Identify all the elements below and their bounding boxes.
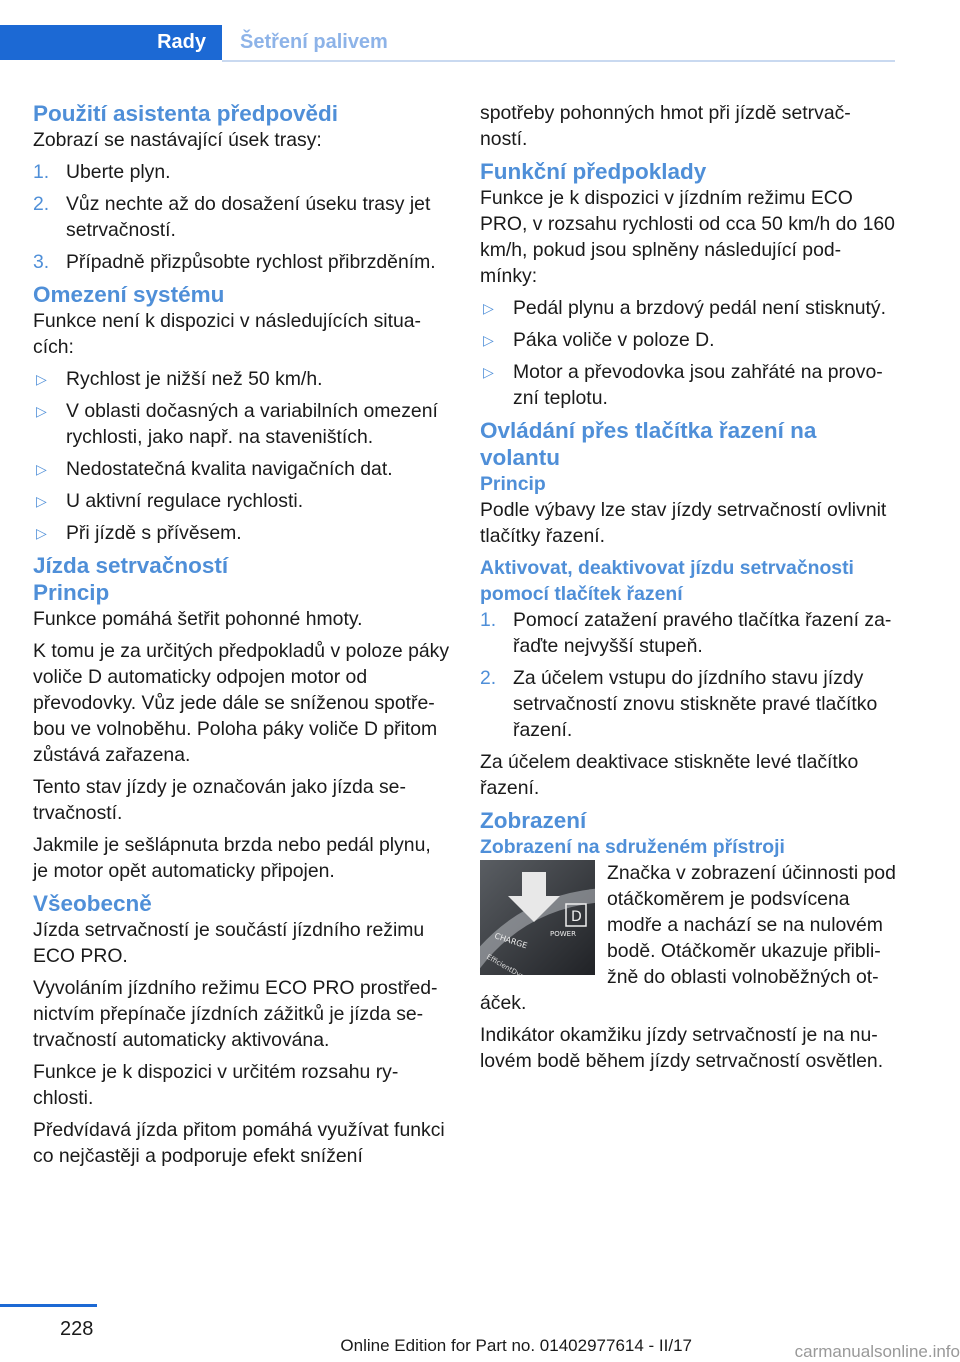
- triangle-right-outline-icon: ▷: [483, 364, 494, 380]
- paragraph: Indikátor okamžiku jízdy setrvačností je na nu‐lovém bodě během jízdy setrvačností osvětlen.: [480, 1024, 884, 1072]
- heading-aktivovat: Aktivovat, deaktivovat jízdu setrvačnosti pomocí tlačítek řazení: [480, 557, 854, 605]
- list-item-text: Případně přizpůsobte rychlost přibrzděním.: [66, 251, 436, 273]
- list-item: [33, 456, 451, 482]
- header-rule: [222, 60, 895, 62]
- list-item-text: Nedostatečná kvalita navigačních dat.: [66, 458, 393, 480]
- triangle-right-outline-icon: ▷: [36, 461, 47, 477]
- page-header: [0, 25, 895, 63]
- heading-jizda-setrvacnosti: Jízda setrvačností: [33, 553, 229, 578]
- list-item-text: U aktivní regulace rychlosti.: [66, 490, 304, 512]
- step-number: 2.: [480, 667, 497, 689]
- list-item: [480, 607, 898, 659]
- triangle-right-outline-icon: ▷: [36, 493, 47, 509]
- paragraph: Funkce je k dispozici v jízdním režimu ECO PRO, v rozsahu rychlosti od cca 50 km/h do 160 km/h, pokud jsou splněny následující pod‐mínky:: [480, 187, 895, 287]
- triangle-right-outline-icon: ▷: [36, 403, 47, 419]
- paragraph: Zobrazí se nastávající úsek trasy:: [33, 129, 322, 151]
- list-item: [480, 327, 898, 353]
- instrument-cluster-figure: [480, 860, 595, 975]
- limits-list: [33, 366, 451, 546]
- tab-section-title[interactable]: Šetření palivem: [240, 31, 388, 53]
- heading-ovladani-tlacitka: Ovládání přes tlačítka řazení na volantu: [480, 418, 817, 470]
- paragraph: Jízda setrvačností je součástí jízdního režimu ECO PRO.: [33, 919, 425, 967]
- step-number: 1.: [33, 161, 50, 183]
- paragraph: Vyvoláním jízdního režimu ECO PRO prostřed‐nictvím přepínače jízdních zážitků je jízda se‐trvačností automaticky aktivována.: [33, 977, 438, 1051]
- left-column: [33, 100, 451, 1175]
- triangle-right-outline-icon: ▷: [483, 300, 494, 316]
- list-item: [33, 366, 451, 392]
- svg-text:D: D: [571, 909, 582, 925]
- steps-list: [33, 159, 451, 275]
- list-item: [33, 249, 451, 275]
- svg-text:POWER: POWER: [550, 930, 576, 938]
- page-number: 228: [60, 1318, 94, 1340]
- heading-funkcni-predpoklady: Funkční předpoklady: [480, 159, 707, 184]
- paragraph: Tento stav jízdy je označován jako jízda se‐trvačností.: [33, 776, 406, 824]
- paragraph: Funkce není k dispozici v následujících situa‐cích:: [33, 310, 422, 358]
- list-item-text: Vůz nechte až do dosažení úseku trasy jet setrvačností.: [66, 193, 431, 241]
- heading-omezeni-systemu: Omezení systému: [33, 282, 225, 307]
- triangle-right-outline-icon: ▷: [36, 371, 47, 387]
- list-item-text: Rychlost je nižší než 50 km/h.: [66, 368, 323, 390]
- paragraph: Předvídavá jízda přitom pomáhá využívat funkci co nejčastěji a podporuje efekt snížení: [33, 1119, 445, 1167]
- list-item: [33, 488, 451, 514]
- list-item: [33, 398, 451, 450]
- list-item: [33, 191, 451, 243]
- list-item-text: Pedál plynu a brzdový pedál není stisknutý.: [513, 297, 886, 319]
- step-number: 2.: [33, 193, 50, 215]
- paragraph: Za účelem deaktivace stiskněte levé tlačítko řazení.: [480, 751, 859, 799]
- triangle-right-outline-icon: ▷: [36, 525, 47, 541]
- paragraph: Podle výbavy lze stav jízdy setrvačností ovlivnit tlačítky řazení.: [480, 499, 887, 547]
- step-number: 1.: [480, 609, 497, 631]
- list-item-text: Pomocí zatažení pravého tlačítka řazení za‐řaďte nejvyšší stupeň.: [513, 609, 892, 657]
- paragraph: K tomu je za určitých předpokladů v poloze páky voliče D automaticky odpojen motor od převodovky. Vůz jede dále se sníženou spotře‐bou ve volnoběhu. Poloha páky voliče D přitom zůstává zařazena.: [33, 640, 450, 766]
- paragraph: Značka v zobrazení účinnosti pod otáčkoměrem je podsvícena modře a nachází se na nulovém bodě. Otáčkoměr ukazuje přibli‐žně do oblasti volnoběžných ot‐áček.: [480, 862, 896, 1014]
- edition-text: Online Edition for Part no. 01402977614 - II/17: [340, 1336, 692, 1355]
- heading-vseobecne: Všeobecně: [33, 891, 152, 916]
- heading-zobrazeni: Zobrazení: [480, 808, 587, 833]
- paragraph: spotřeby pohonných hmot při jízdě setrvač‐ností.: [480, 102, 851, 150]
- list-item: [480, 295, 898, 321]
- footer-rule: [0, 1304, 97, 1307]
- triangle-right-outline-icon: ▷: [483, 332, 494, 348]
- list-item-text: Za účelem vstupu do jízdního stavu jízdy setrvačností znovu stiskněte pravé tlačítko řazení.: [513, 667, 878, 741]
- list-item-text: Uberte plyn.: [66, 161, 171, 183]
- list-item-text: Páka voliče v poloze D.: [513, 329, 715, 351]
- paragraph: Funkce pomáhá šetřit pohonné hmoty.: [33, 608, 363, 630]
- paragraph: Funkce je k dispozici v určitém rozsahu ry‐chlosti.: [33, 1061, 399, 1109]
- list-item: [33, 159, 451, 185]
- step-number: 3.: [33, 251, 50, 273]
- list-item: [480, 359, 898, 411]
- heading-princip: Princip: [33, 580, 110, 605]
- right-column: [480, 100, 898, 1080]
- heading-pouziti-asistenta: Použití asistenta předpovědi: [33, 101, 339, 126]
- list-item: [33, 520, 451, 546]
- heading-zobrazeni-pristroj: Zobrazení na sdruženém přístroji: [480, 836, 785, 858]
- activation-steps-list: [480, 607, 898, 743]
- figure-block: [480, 860, 898, 1016]
- paragraph: Jakmile je sešlápnuta brzda nebo pedál plynu, je motor opět automaticky připojen.: [33, 834, 431, 882]
- list-item-text: V oblasti dočasných a variabilních omezení rychlosti, jako např. na staveništích.: [66, 400, 438, 448]
- watermark: carmanualsonline.info: [794, 1342, 960, 1361]
- list-item: [480, 665, 898, 743]
- list-item-text: Motor a převodovka jsou zahřáté na provo‐zní teplotu.: [513, 361, 883, 409]
- svg-text:CHARGE: CHARGE: [493, 931, 529, 951]
- tab-rady[interactable]: Rady: [0, 25, 222, 60]
- conditions-list: [480, 295, 898, 411]
- heading-princip-2: Princip: [480, 473, 546, 495]
- list-item-text: Při jízdě s přívěsem.: [66, 522, 242, 544]
